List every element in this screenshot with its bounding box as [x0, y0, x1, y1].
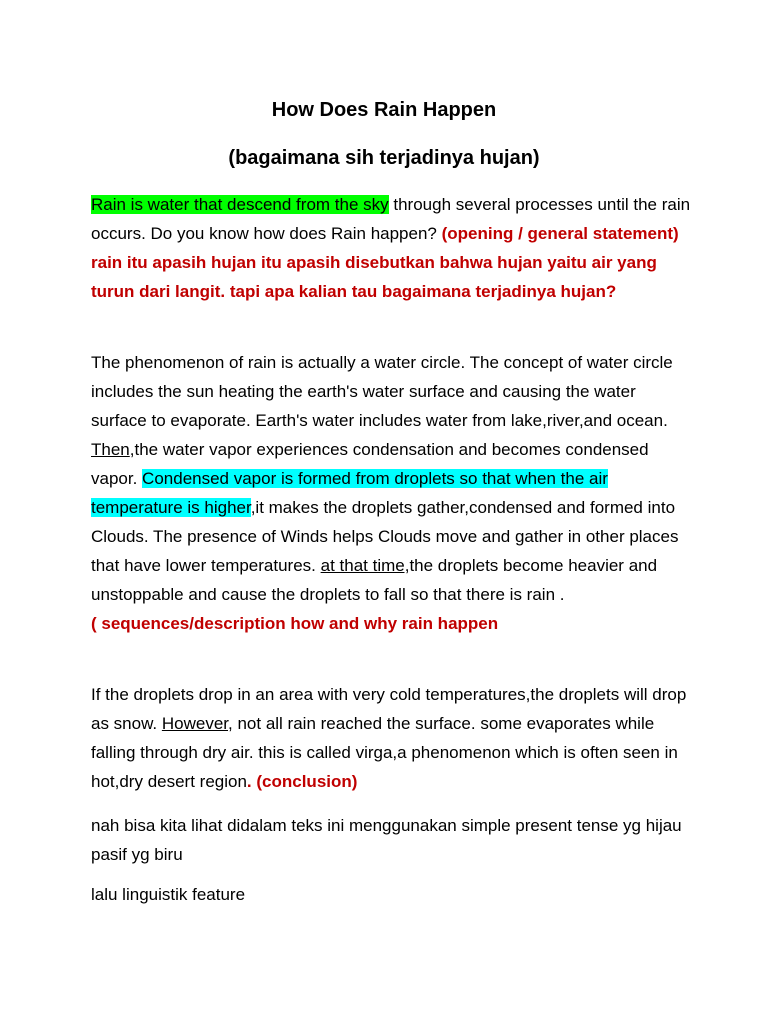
cyan-highlight-text: Condensed vapor is formed from droplets so that when the air temperature is higher	[91, 469, 608, 517]
note-tense: nah bisa kita lihat didalam teks ini menggunakan simple present tense yg hijau pasif yg biru	[91, 816, 682, 864]
opening-text: through several processes until the rain occurs. Do you know how does Rain happen?	[91, 195, 691, 243]
underlined-however: However	[161, 714, 229, 733]
conclusion-annotation: . (conclusion)	[246, 772, 358, 791]
note-linguistic: lalu linguistik feature	[91, 885, 246, 904]
underlined-at-that-time: at that time,	[320, 556, 410, 575]
sequence-text-b: ,the water vapor experiences condensation and becomes condensed vapor.	[91, 440, 649, 488]
paragraph-sequence	[91, 348, 691, 638]
sequence-text-d: the droplets become heavier and unstoppable and cause the droplets to fall so that there is rain .	[91, 556, 658, 604]
underlined-then: Then	[91, 440, 130, 459]
sequence-text-c: ,it makes the droplets gather,condensed and formed into Clouds. The presence of Winds helps Clouds move and gather in other places that have lower temperatures.	[91, 498, 679, 575]
sequence-text-a: The phenomenon of rain is actually a water circle. The concept of water circle includes the sun heating the earth's water surface and causing the water surface to evaporate. Earth's water includes water from lake,river,and ocean.	[91, 353, 673, 430]
opening-annotation: (opening / general statement) rain itu apasih hujan itu apasih disebutkan bahwa hujan yaitu air yang turun dari langit. tapi apa kalian tau bagaimana terjadinya hujan?	[91, 224, 679, 301]
sequence-annotation: ( sequences/description how and why rain happen	[91, 614, 499, 633]
document-title: How Does Rain Happen	[271, 99, 497, 121]
conclusion-text-b: , not all rain reached the surface. some evaporates while falling through dry air. this is called virga,a phenomenon which is often seen in hot,dry desert region	[91, 714, 678, 791]
paragraph-conclusion	[91, 680, 691, 796]
conclusion-text-a: If the droplets drop in an area with very cold temperatures,the droplets will drop as snow.	[91, 685, 687, 733]
document-subtitle: (bagaimana sih terjadinya hujan)	[228, 147, 540, 169]
green-highlight-text: Rain is water that descend from the sky	[91, 195, 389, 214]
paragraph-opening	[91, 190, 691, 306]
